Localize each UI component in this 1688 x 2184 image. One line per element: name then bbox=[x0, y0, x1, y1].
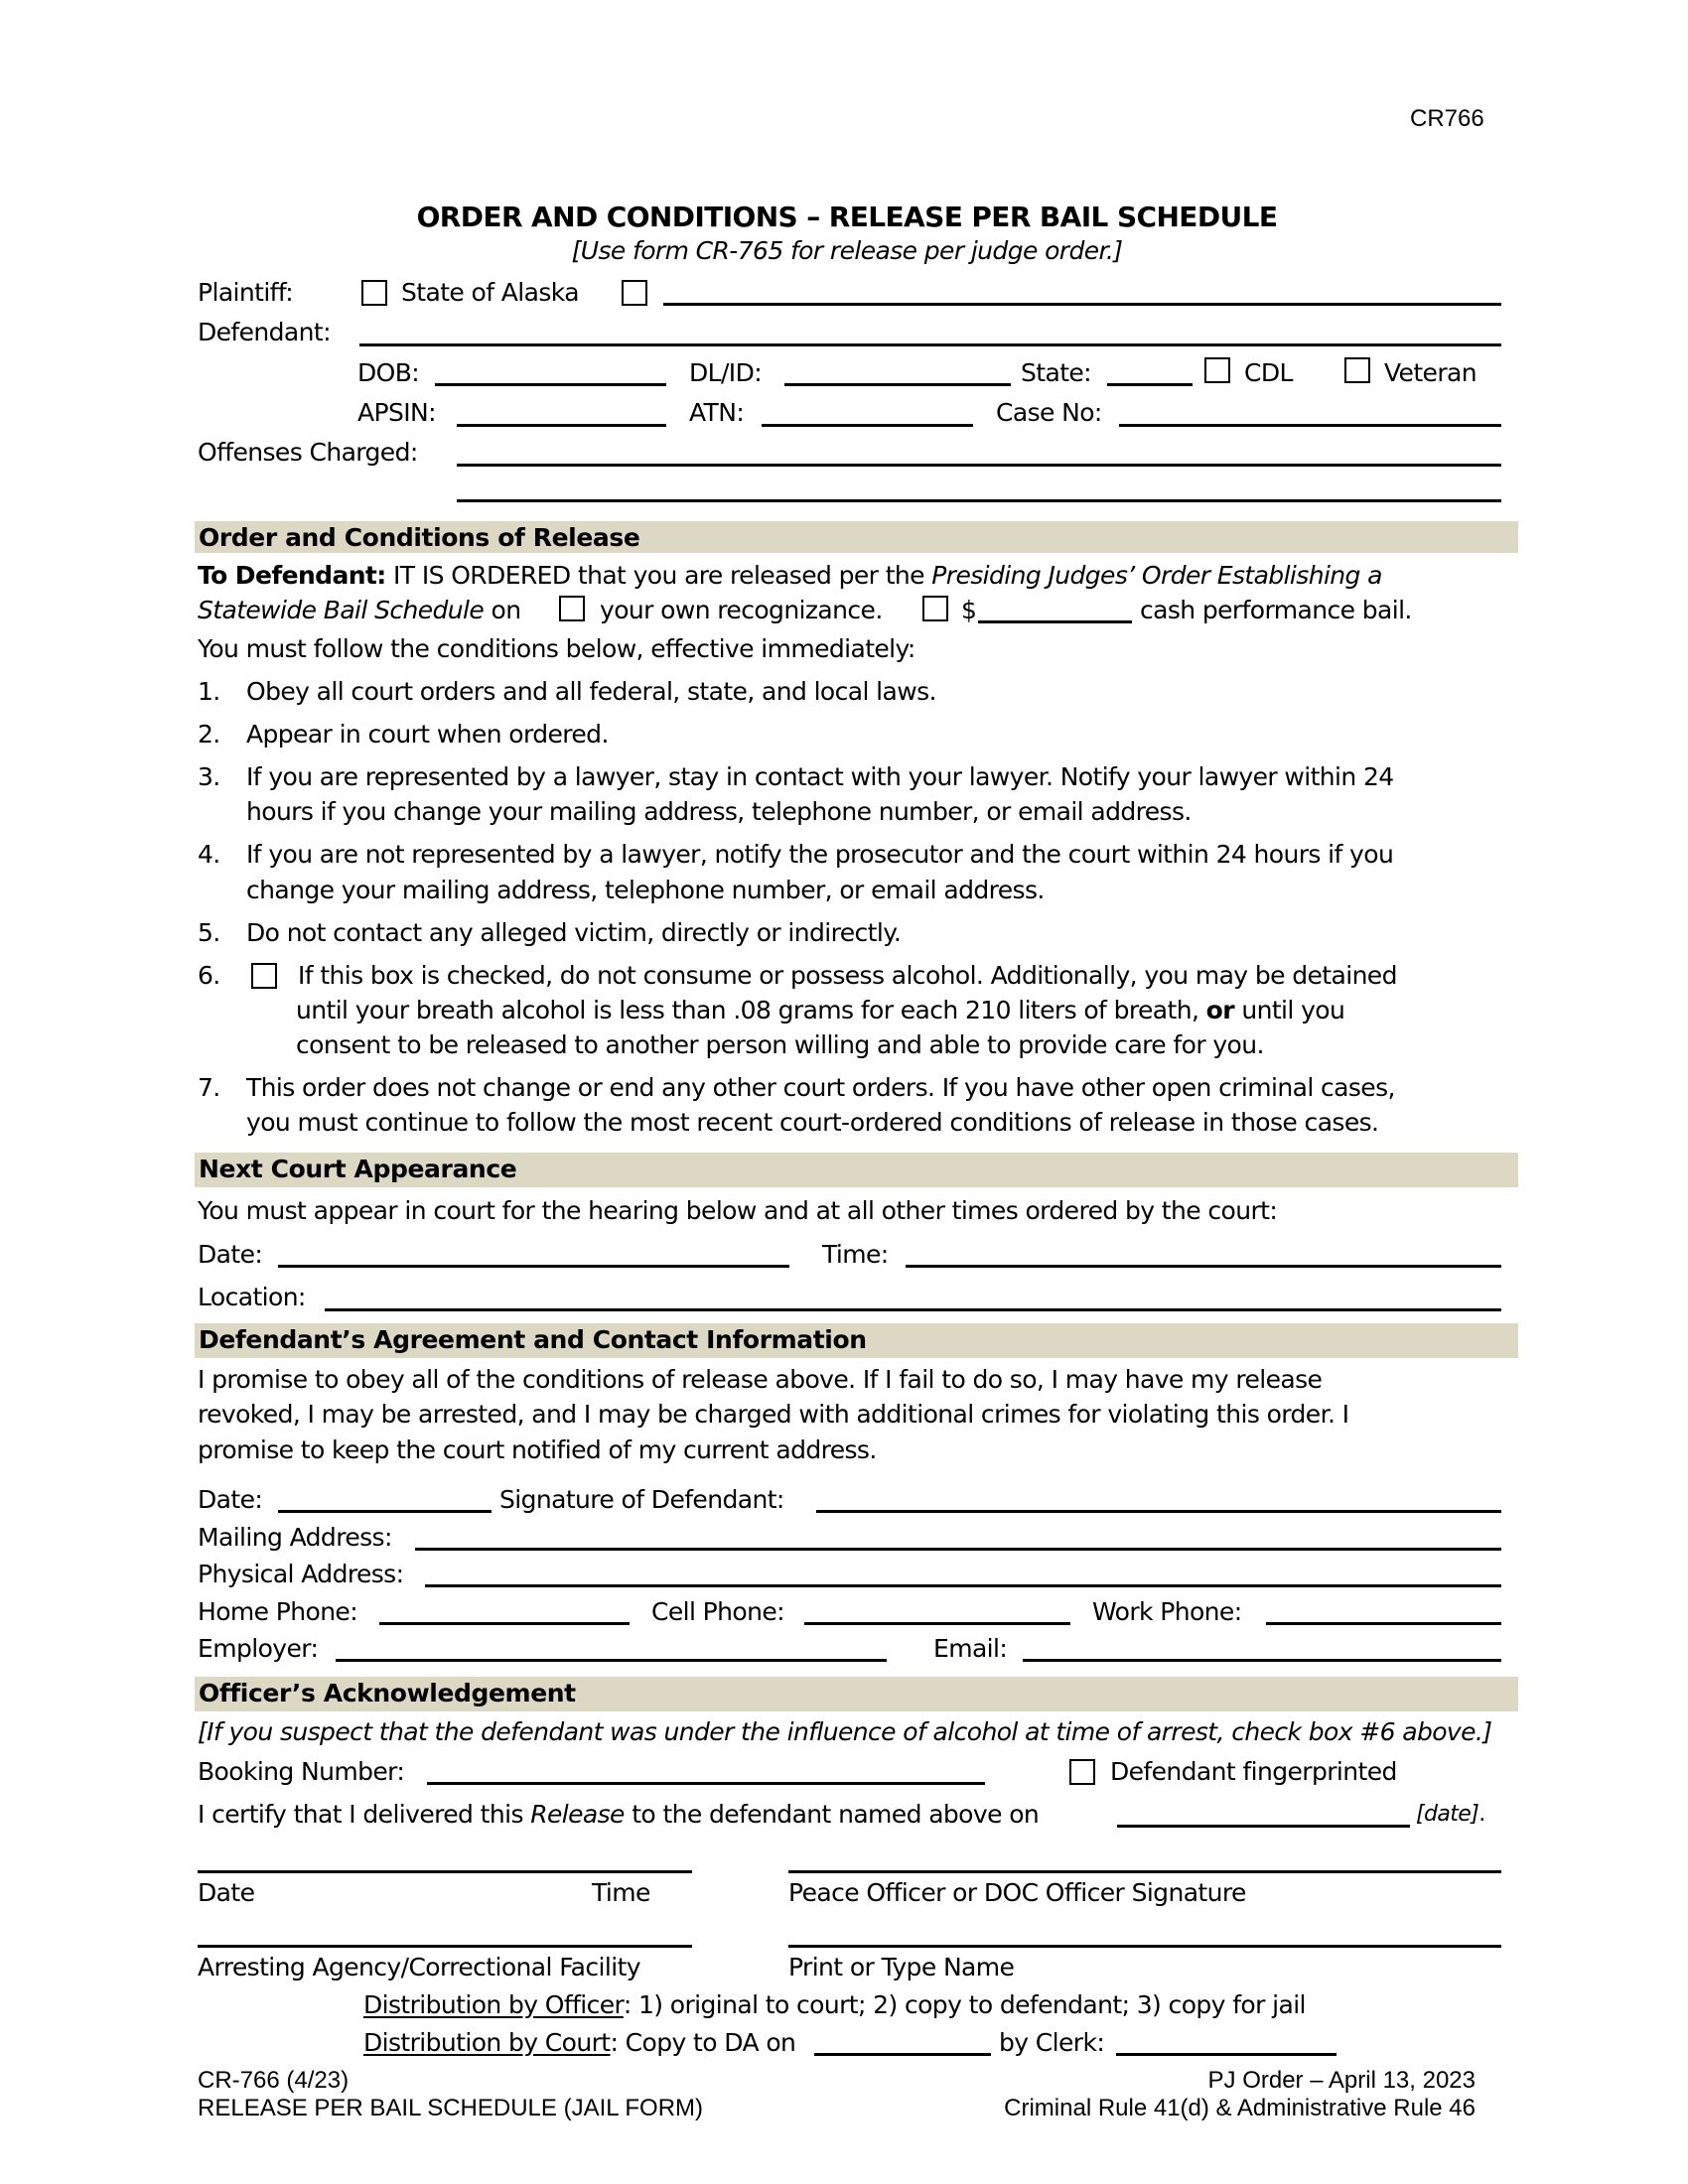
cell-phone-label: Cell Phone: bbox=[651, 1597, 784, 1626]
cash-bail-label: cash performance bail. bbox=[1140, 596, 1412, 624]
footer-form-name: RELEASE PER BAIL SCHEDULE (JAIL FORM) bbox=[198, 2095, 704, 2121]
hearing-time-label: Time: bbox=[822, 1240, 889, 1269]
own-recognizance-label: your own recognizance. bbox=[600, 596, 883, 624]
dist-officer-text: : 1) original to court; 2) copy to defendant; 3) copy for jail bbox=[623, 1990, 1306, 2019]
cell-phone-field[interactable] bbox=[804, 1622, 1070, 1625]
condition-7-text-1: This order does not change or end any other court orders. If you have other open criminal cases, bbox=[246, 1073, 1395, 1102]
section-title-next-court: Next Court Appearance bbox=[199, 1155, 517, 1183]
email-label: Email: bbox=[933, 1634, 1008, 1663]
dlid-field[interactable] bbox=[784, 383, 1011, 386]
defendant-signature-field[interactable] bbox=[816, 1510, 1501, 1513]
offenses-field-2[interactable] bbox=[457, 499, 1501, 502]
condition-4-number: 4. bbox=[198, 840, 220, 869]
dist-officer-label: Distribution by Officer bbox=[363, 1990, 624, 2019]
condition-4-text-1: If you are not represented by a lawyer, notify the prosecutor and the court within 24 hours if you bbox=[246, 840, 1394, 869]
apsin-label: APSIN: bbox=[357, 398, 436, 427]
condition-6-text-3: consent to be released to another person willing and able to provide care for you. bbox=[296, 1030, 1264, 1059]
condition-3-text-2: hours if you change your mailing address, telephone number, or email address. bbox=[246, 797, 1192, 826]
officer-signature-caption: Peace Officer or DOC Officer Signature bbox=[788, 1878, 1246, 1907]
mailing-address-label: Mailing Address: bbox=[198, 1523, 392, 1552]
condition-7-text-2: you must continue to follow the most recent court-ordered conditions of release in those cases. bbox=[246, 1108, 1379, 1137]
section-header-order bbox=[195, 521, 1518, 553]
section-title-order: Order and Conditions of Release bbox=[199, 523, 640, 552]
cash-bail-amount-field[interactable] bbox=[978, 620, 1132, 623]
condition-1-text: Obey all court orders and all federal, state, and local laws. bbox=[246, 677, 936, 706]
state-label: State: bbox=[1021, 358, 1091, 387]
condition-6-text-2 bbox=[296, 996, 1344, 1025]
home-phone-field[interactable] bbox=[379, 1622, 630, 1625]
condition-4-text-2: change your mailing address, telephone number, or email address. bbox=[246, 876, 1045, 904]
agreement-date-field[interactable] bbox=[278, 1510, 492, 1513]
section-header-agreement bbox=[195, 1323, 1518, 1358]
print-name-caption: Print or Type Name bbox=[788, 1953, 1015, 1981]
atn-field[interactable] bbox=[762, 424, 973, 427]
fingerprinted-label: Defendant fingerprinted bbox=[1110, 1757, 1397, 1786]
atn-label: ATN: bbox=[689, 398, 745, 427]
apsin-field[interactable] bbox=[457, 424, 666, 427]
condition-6-number: 6. bbox=[198, 961, 220, 990]
alcohol-condition-checkbox[interactable] bbox=[251, 963, 277, 989]
state-field[interactable] bbox=[1107, 383, 1193, 386]
clerk-field[interactable] bbox=[1116, 2053, 1336, 2056]
defendant-label: Defendant: bbox=[198, 318, 331, 346]
delivery-date-field[interactable] bbox=[1117, 1825, 1410, 1828]
defendant-signature-label: Signature of Defendant: bbox=[499, 1485, 784, 1514]
officer-signature-line[interactable] bbox=[788, 1870, 1501, 1873]
physical-address-field[interactable] bbox=[425, 1584, 1501, 1587]
employer-label: Employer: bbox=[198, 1634, 319, 1663]
booking-number-label: Booking Number: bbox=[198, 1757, 405, 1786]
footer-form-code: CR-766 (4/23) bbox=[198, 2067, 350, 2094]
hearing-date-field[interactable] bbox=[278, 1265, 789, 1268]
certify-release: Release bbox=[530, 1800, 625, 1829]
condition-6-text-2a: until your breath alcohol is less than .08 grams for each 210 liters of breath, bbox=[296, 996, 1199, 1024]
ordered-text: IT IS ORDERED that you are released per the bbox=[393, 561, 924, 590]
agreement-date-label: Date: bbox=[198, 1485, 263, 1514]
physical-address-label: Physical Address: bbox=[198, 1560, 404, 1588]
condition-3-text-1: If you are represented by a lawyer, stay in contact with your lawyer. Notify your lawyer within 24 bbox=[246, 762, 1394, 791]
certify-line bbox=[198, 1800, 1039, 1830]
to-defendant-line bbox=[198, 561, 1382, 591]
section-header-next-court bbox=[195, 1153, 1518, 1187]
offenses-label: Offenses Charged: bbox=[198, 438, 418, 467]
by-clerk-label: by Clerk: bbox=[999, 2028, 1105, 2057]
condition-5-text: Do not contact any alleged victim, directly or indirectly. bbox=[246, 918, 902, 947]
other-plaintiff-checkbox[interactable] bbox=[622, 280, 647, 306]
plaintiff-label: Plaintiff: bbox=[198, 278, 294, 307]
section-title-officer: Officer’s Acknowledgement bbox=[199, 1679, 576, 1707]
condition-6-or: or bbox=[1205, 996, 1234, 1024]
booking-number-field[interactable] bbox=[427, 1782, 985, 1785]
veteran-checkbox[interactable] bbox=[1344, 357, 1370, 383]
fingerprinted-checkbox[interactable] bbox=[1069, 1759, 1095, 1785]
next-court-instruction: You must appear in court for the hearing below and at all other times ordered by the court: bbox=[198, 1196, 1278, 1225]
date-hint bbox=[1416, 1800, 1485, 1830]
email-field[interactable] bbox=[1023, 1659, 1501, 1662]
date-time-signature-line[interactable] bbox=[198, 1870, 692, 1873]
hearing-date-label: Date: bbox=[198, 1240, 263, 1269]
dollar-sign: $ bbox=[961, 596, 977, 624]
offenses-field-1[interactable] bbox=[457, 464, 1501, 467]
section-title-agreement: Defendant’s Agreement and Contact Information bbox=[199, 1325, 867, 1354]
hearing-location-label: Location: bbox=[198, 1283, 306, 1311]
officer-note: [If you suspect that the defendant was under the influence of alcohol at time of arrest, check box #6 above.] bbox=[198, 1717, 1492, 1746]
release-type-line bbox=[198, 596, 520, 625]
hearing-location-field[interactable] bbox=[325, 1308, 1501, 1311]
state-of-alaska-label: State of Alaska bbox=[401, 278, 579, 307]
dob-label: DOB: bbox=[357, 358, 420, 387]
condition-7-number: 7. bbox=[198, 1073, 220, 1102]
condition-3-number: 3. bbox=[198, 762, 220, 791]
agency-caption: Arresting Agency/Correctional Facility bbox=[198, 1953, 640, 1981]
case-no-field[interactable] bbox=[1119, 424, 1501, 427]
distribution-by-officer bbox=[363, 1990, 1306, 2020]
form-code-top: CR766 bbox=[1410, 105, 1484, 132]
condition-1-number: 1. bbox=[198, 677, 220, 706]
home-phone-label: Home Phone: bbox=[198, 1597, 358, 1626]
employer-field[interactable] bbox=[336, 1659, 887, 1662]
date-hint-text: [date] bbox=[1416, 1802, 1479, 1827]
work-phone-label: Work Phone: bbox=[1092, 1597, 1242, 1626]
cash-bail-checkbox[interactable] bbox=[922, 596, 948, 621]
agreement-text-3: promise to keep the court notified of my current address. bbox=[198, 1435, 877, 1464]
dob-field[interactable] bbox=[435, 383, 666, 386]
dist-court-label: Distribution by Court bbox=[363, 2028, 611, 2057]
footer-pj-order: PJ Order – April 13, 2023 bbox=[1207, 2067, 1476, 2094]
agreement-text-2: revoked, I may be arrested, and I may be charged with additional crimes for violating this order. I bbox=[198, 1400, 1349, 1429]
mailing-address-field[interactable] bbox=[415, 1548, 1501, 1551]
condition-2-text: Appear in court when ordered. bbox=[246, 720, 609, 749]
certify-text-1: I certify that I delivered this bbox=[198, 1800, 523, 1829]
own-recognizance-checkbox[interactable] bbox=[559, 596, 585, 621]
case-no-label: Case No: bbox=[996, 398, 1102, 427]
print-name-line[interactable] bbox=[788, 1945, 1501, 1948]
on-text: on bbox=[491, 596, 521, 624]
time-caption: Time bbox=[592, 1878, 650, 1907]
agreement-text-1: I promise to obey all of the conditions of release above. If I fail to do so, I may have my release bbox=[198, 1365, 1323, 1394]
date-caption: Date bbox=[198, 1878, 255, 1907]
other-plaintiff-field[interactable] bbox=[663, 303, 1501, 306]
dist-court-text: : Copy to DA on bbox=[610, 2028, 796, 2057]
defendant-name-field[interactable] bbox=[359, 343, 1501, 346]
work-phone-field[interactable] bbox=[1266, 1622, 1501, 1625]
distribution-by-court bbox=[363, 2028, 795, 2058]
condition-6-text-1: If this box is checked, do not consume or possess alcohol. Additionally, you may be detained bbox=[298, 961, 1397, 990]
condition-2-number: 2. bbox=[198, 720, 220, 749]
page-subtitle: [Use form CR-765 for release per judge order.] bbox=[571, 236, 1123, 265]
state-of-alaska-checkbox[interactable] bbox=[361, 280, 387, 306]
agency-line[interactable] bbox=[198, 1945, 692, 1948]
order-title-1: Presiding Judges’ Order Establishing a bbox=[931, 561, 1382, 590]
section-header-officer bbox=[195, 1677, 1518, 1711]
hearing-time-field[interactable] bbox=[906, 1265, 1501, 1268]
cdl-label: CDL bbox=[1244, 358, 1293, 387]
page-title: ORDER AND CONDITIONS – RELEASE PER BAIL SCHEDULE bbox=[416, 201, 1278, 233]
dlid-label: DL/ID: bbox=[689, 358, 763, 387]
to-defendant-label: To Defendant: bbox=[198, 561, 386, 590]
veteran-label: Veteran bbox=[1384, 358, 1477, 387]
cdl-checkbox[interactable] bbox=[1204, 357, 1230, 383]
date-hint-period: . bbox=[1478, 1802, 1485, 1827]
condition-5-number: 5. bbox=[198, 918, 220, 947]
copy-to-da-date-field[interactable] bbox=[814, 2053, 991, 2056]
certify-text-2: to the defendant named above on bbox=[632, 1800, 1040, 1829]
footer-rules: Criminal Rule 41(d) & Administrative Rule 46 bbox=[1004, 2095, 1476, 2121]
condition-6-text-2b: until you bbox=[1241, 996, 1345, 1024]
order-title-2: Statewide Bail Schedule bbox=[198, 596, 485, 624]
must-follow-text: You must follow the conditions below, effective immediately: bbox=[198, 634, 915, 663]
